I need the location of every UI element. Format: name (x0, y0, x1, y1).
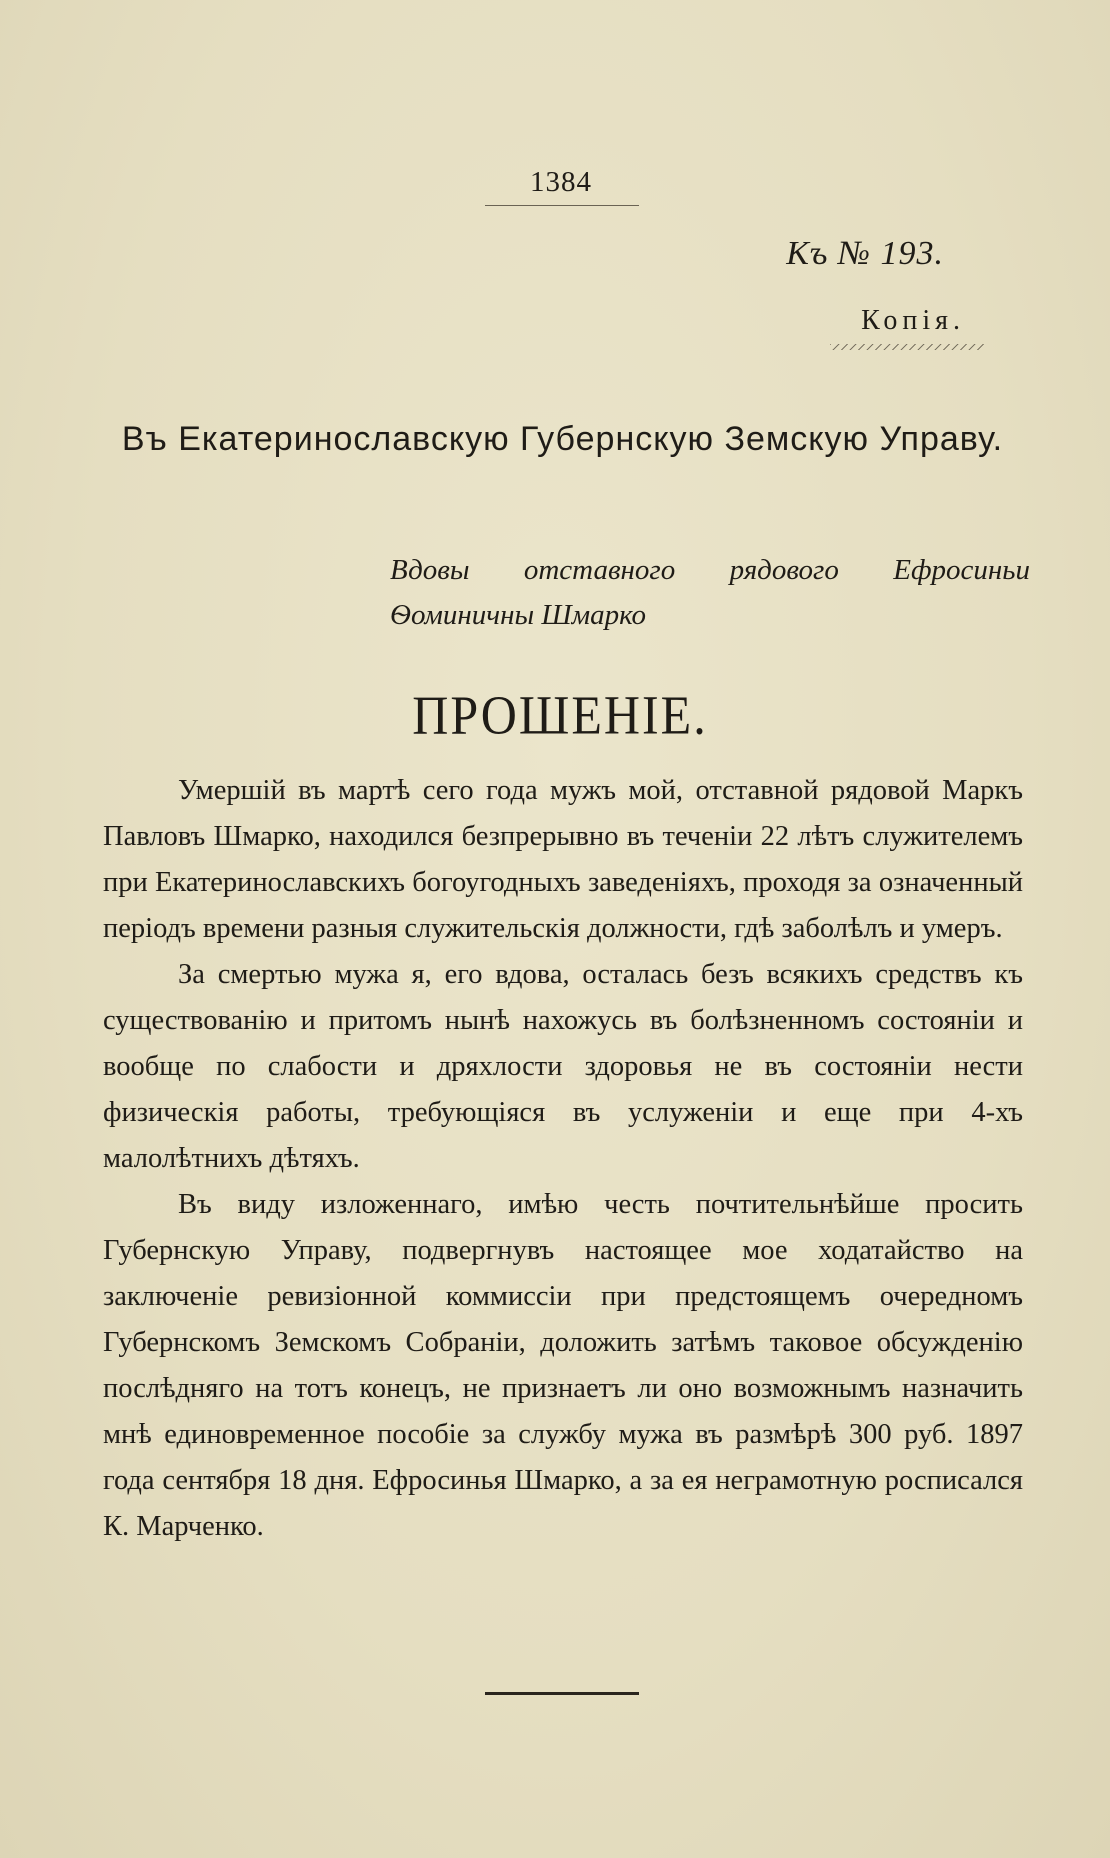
petitioner-line: Вдовы отставного рядового Ефросиньи Ѳоминичны Шмарко (390, 554, 1030, 631)
body-paragraph: За смертью мужа я, его вдова, осталась безъ всякихъ средствъ къ существованію и притомъ нынѣ нахожусь въ болѣзненномъ состояніи и вообще по слабости и дряхлости здоровья не въ состояніи нести физическія работы, требующіяся въ услуженіи и еще при 4-хъ малолѣтнихъ дѣтяхъ. (103, 959, 1023, 1174)
document-heading: ПРОШЕНІЕ. (412, 684, 708, 746)
page-number-divider (485, 205, 639, 206)
body-paragraph: Умершій въ мартѣ сего года мужъ мой, отставной рядовой Маркъ Павловъ Шмарко, находился безпрерывно въ теченіи 22 лѣтъ служителемъ при Екатеринославскихъ богоугодныхъ заведеніяхъ, проходя за означенный періодъ времени разныя служительскія должности, гдѣ заболѣлъ и умеръ. (103, 775, 1023, 944)
addressee: Въ Екатеринославскую Губернскую Земскую Управу. (121, 420, 1004, 458)
reference-number: Къ № 193. (786, 235, 944, 272)
copy-wavy-underline (830, 344, 984, 350)
petition-body (103, 768, 1023, 1550)
copy-label: Копія. (861, 305, 965, 336)
page-number: 1384 (530, 166, 592, 198)
body-paragraph: Въ виду изложеннаго, имѣю честь почтительнѣйше просить Губернскую Управу, подвергнувъ настоящее мое ходатайство на заключеніе ревизіонной коммиссіи при предстоящемъ очередномъ Губернскомъ Земскомъ Собраніи, доложить затѣмъ таковое обсужденію послѣдняго на тотъ конецъ, не признаетъ ли оно возможнымъ назначить мнѣ единовременное пособіе за службу мужа въ размѣрѣ 300 руб. 1897 года сентября 18 дня. Ефросинья Шмарко, а за ея неграмотную росписался К. Марченко. (103, 1189, 1023, 1542)
closing-divider (485, 1692, 639, 1695)
